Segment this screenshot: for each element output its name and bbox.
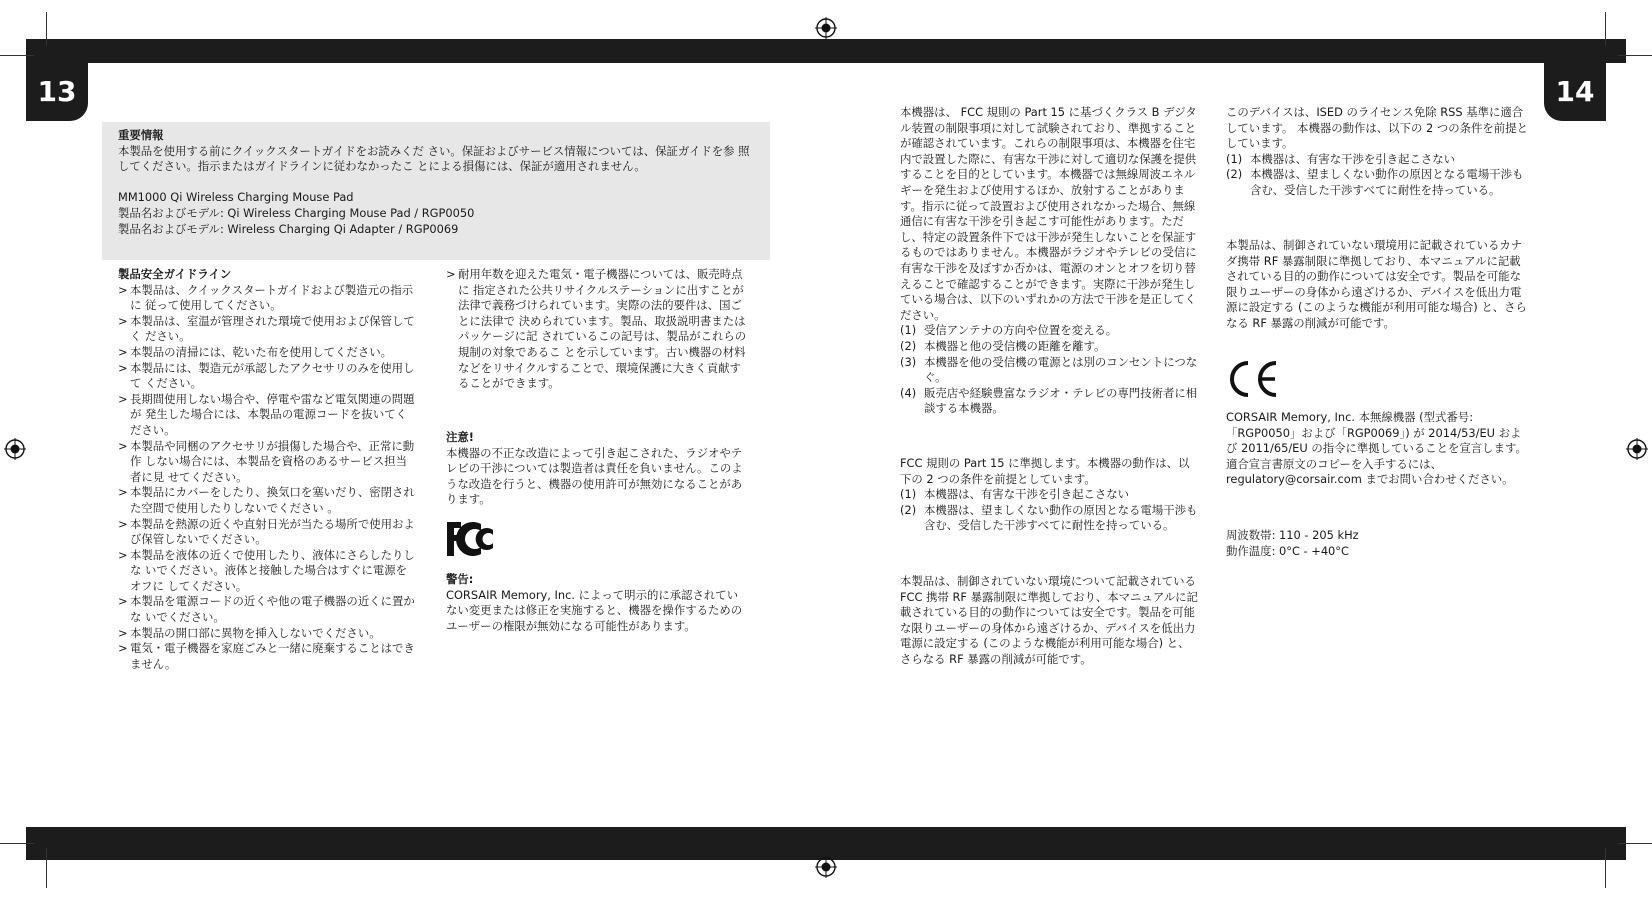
important-info-body: 本製品を使用する前にクイックスタートガイドをお読みくだ さい。保証およびサービス情報については、保証ガイドを参 照してください。指示またはガイドラインに従わなかったこ とによる損傷には、保証が適用されません。 (118, 143, 750, 174)
list-item: > 本製品の清掃には、乾いた布を使用してください。 (118, 345, 418, 361)
ised-rf-text: 本製品は、制御されていない環境用に記載されているカナダ携帯 RF 暴露制限に準拠しており、本マニュアルに記載されている目的の動作については安全です。製品を可能な限りユーザーの身体から遠ざけるか、デバイスを低出力電源に設定する (このような機能が利用可能な場合) と、さらなる RF 暴露の削減が可能です。 (1226, 238, 1527, 330)
crop-mark (0, 55, 34, 56)
list-item: > 本製品を電源コードの近くや他の電子機器の近くに置かな いでください。 (118, 594, 418, 625)
crop-mark (46, 12, 47, 46)
product-line: MM1000 Qi Wireless Charging Mouse Pad (118, 190, 354, 205)
crop-mark (46, 848, 47, 888)
important-info-heading: 重要情報 (118, 128, 164, 142)
ce-specs (1226, 528, 1532, 559)
recycling-and-caution (446, 267, 748, 392)
fcc-statement (900, 105, 1200, 417)
ce-declaration-text: CORSAIR Memory, Inc. 本無線機器 (型式番号: 「RGP0050」および「RGP0069」) が 2014/53/EU および 2011/65/EU の指令に準拠していることを宣言します。適合宣言書原文のコピーを入手するには、regulatory@corsair.com までお問い合わせください。 (1226, 410, 1527, 487)
fcc-part15-text: FCC 規則の Part 15 に準拠します。本機器の動作は、以下の 2 つの条件を前提としています。 (900, 456, 1190, 486)
list-item: (1) 本機器は、有害な干渉を引き起こさない (1226, 151, 1456, 166)
caution-body: 本機器の不正な改造によって引き起こされた、ラジオやテレビの干渉については製造者は責任を負いません。このような改造を行うと、機器の使用許可が無効になることがあります。 (446, 445, 743, 507)
list-item: > 本製品は、室温が管理された環境で使用および保管してく ださい。 (118, 314, 418, 345)
ce-declaration (1226, 410, 1532, 488)
fcc-rf-exposure (900, 574, 1200, 668)
list-item: > 電気・電子機器を家庭ごみと一緒に廃棄することはできません。 (118, 641, 418, 672)
page-number-left: 13 (26, 63, 88, 121)
fcc-rf-text: 本製品は、制御されていない環境について記載されている FCC 携帯 RF 暴露制限に準拠しており、本マニュアルに記載されている目的の動作については安全です。製品を可能な限りユーザーの身体から遠ざけるか、デバイスを低出力電源に設定する (このような機能が利用可能な場合) と、さらなる RF 暴露の削減が可能です。 (900, 574, 1198, 666)
list-item: (1) 本機器は、有害な干渉を引き起こさない (900, 487, 1130, 502)
list-item: (4) 販売店や経験豊富なラジオ・テレビの専門技術者に相談する本機器。 (900, 385, 1198, 416)
operating-temperature: 動作温度: 0°C - +40°C (1226, 543, 1349, 558)
fcc-intro: 本機器は、 FCC 規則の Part 15 に基づくクラス B デジタル装置の制限事項に対して試験されており、準拠することが確認されています。これらの制限事項は、本機器を住宅内で設置した際に、有害な干渉に対して適切な保護を提供することを目的としています。本機器では無線周波エネルギーを発生および使用するほか、放射することがあります。指示に従って設置および使用されなかった場合、無線通信に有害な干渉を引き起こす可能性があります。ただし、特定の設置条件下では干渉が発生しないことを保証するものではありません。本機器がラジオやテレビの受信に有害な干渉を及ぼすか否かは、電源のオンとオフを切り替えることで確認することができます。実際に干渉が発生している場合は、以下のいずれかの方法で干渉を是正してください。 (900, 105, 1197, 322)
registration-mark-icon (1626, 438, 1648, 460)
list-item: (1) 受信アンテナの方向や位置を変える。 (900, 323, 1118, 338)
list-item: (2) 本機器と他の受信機の距離を離す。 (900, 338, 1106, 353)
list-item: > 本製品や同梱のアクセサリが損傷した場合や、正常に動作 しない場合には、本製品を資格のあるサービス担当者に見 せてください。 (118, 439, 418, 486)
list-item: > 本製品の開口部に異物を挿入しないでください。 (118, 626, 418, 642)
warning-section (446, 572, 748, 634)
ce-mark-icon (1226, 360, 1280, 398)
list-item: > 耐用年数を迎えた電気・電子機器については、販売時点に 指定された公共リサイクルステーションに出すことが法律で義務づけられています。実際の法的要件は、国ごとに法律で 決められています。製品、取扱説明書またはパッケージに記 されているこの記号は、製品がこれらの規制の対象であるこ とを示しています。古い機器の材料などをリサイクルすることで、環境保護に大きく貢献することができます。 (446, 267, 748, 392)
registration-mark-icon (815, 17, 837, 39)
warning-body: CORSAIR Memory, Inc. によって明示的に承認されていない変更または修正を実施すると、機器を操作するためのユーザーの権限が無効になる可能性があります。 (446, 587, 743, 633)
list-item: > 本製品を液体の近くで使用したり、液体にさらしたりしな いでください。液体と接触した場合はすぐに電源をオフに してください。 (118, 548, 418, 595)
caution-heading: 注意! (446, 430, 474, 444)
page-number-right: 14 (1544, 63, 1606, 121)
list-item: (3) 本機器を他の受信機の電源とは別のコンセントにつなぐ。 (900, 354, 1198, 385)
crop-mark (1605, 848, 1606, 888)
registration-mark-icon (4, 438, 26, 460)
safety-heading: 製品安全ガイドライン (118, 267, 232, 281)
list-item: (2) 本機器は、望ましくない動作の原因となる電場干渉も含む、受信した干渉すべてに耐性を持っている。 (1226, 167, 1524, 197)
fcc-logo-icon (445, 520, 497, 558)
ised-intro: このデバイスは、ISED のライセンス免除 RSS 基準に適合しています。 本機器の動作は、以下の 2 つの条件を前提としています。 (1226, 105, 1528, 151)
list-item: > 本製品にカバーをしたり、換気口を塞いだり、密閉された空間で使用したりしないでください 。 (118, 485, 418, 516)
warning-heading: 警告: (446, 572, 474, 586)
important-info (118, 128, 758, 237)
fcc-part15 (900, 456, 1200, 534)
registration-mark-icon (815, 856, 837, 878)
crop-mark (1618, 55, 1652, 56)
product-line: 製品名およびモデル: Wireless Charging Qi Adapter / RGP0069 (118, 221, 459, 236)
list-item: > 本製品には、製造元が承認したアクセサリのみを使用して ください。 (118, 361, 418, 392)
ised-statement (1226, 105, 1532, 199)
ised-rf-exposure (1226, 238, 1532, 332)
frequency-band: 周波数帯: 110 - 205 kHz (1226, 528, 1359, 542)
crop-mark (0, 843, 34, 844)
top-bar (26, 39, 1626, 63)
list-item: > 本製品は、クイックスタートガイドおよび製造元の指示に 従って使用してください。 (118, 283, 418, 314)
list-item: > 本製品を熱源の近くや直射日光が当たる場所で使用および保管しないでください。 (118, 517, 418, 548)
crop-mark (1605, 12, 1606, 46)
safety-guidelines (118, 267, 418, 672)
product-line: 製品名およびモデル: Qi Wireless Charging Mouse Pad / RGP0050 (118, 205, 475, 220)
list-item: (2) 本機器は、望ましくない動作の原因となる電場干渉も含む、受信した干渉すべてに耐性を持っている。 (900, 502, 1198, 533)
caution-section (446, 430, 748, 508)
crop-mark (1618, 843, 1652, 844)
list-item: > 長期間使用しない場合や、停電や雷など電気関連の問題が 発生した場合には、本製品の電源コードを抜いてください。 (118, 392, 418, 439)
